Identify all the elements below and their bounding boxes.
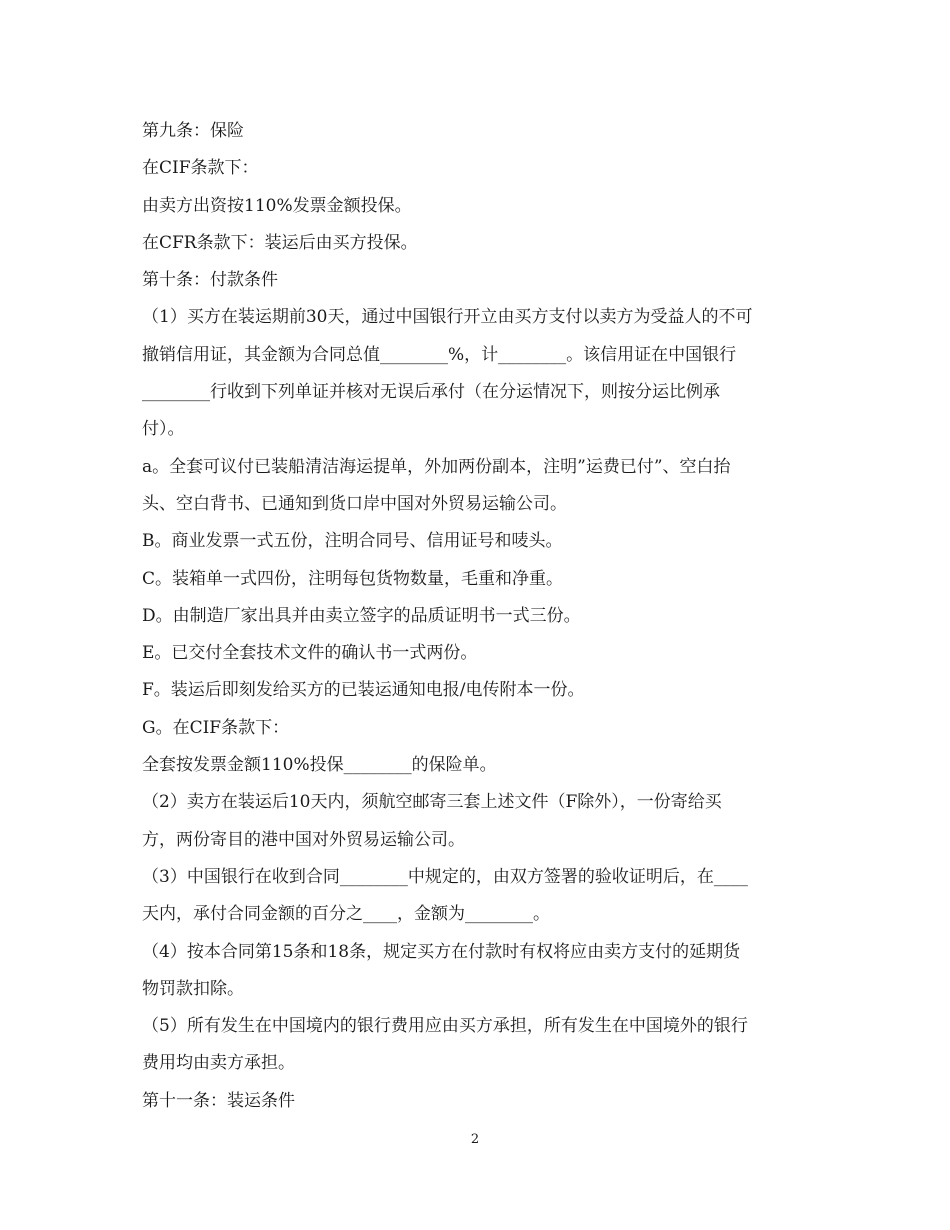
text-line: D。由制造厂家出具并由卖立签字的品质证明书一式三份。 [142,605,581,626]
text-line: a。全套可议付已装船清洁海运提单，外加两份副本，注明”运费已付”、空白抬 [142,456,731,477]
text-line: （2）卖方在装运后10天内，须航空邮寄三套上述文件（F除外），一份寄给买 [142,792,722,813]
text-line: 物罚款扣除。 [142,978,244,999]
text-line: 天内，承付合同金额的百分之____，金额为________。 [142,904,550,925]
text-line: 费用均由卖方承担。 [142,1053,295,1074]
text-line: 在CFR条款下：装运后由买方投保。 [142,232,418,253]
text-line: （3）中国银行在收到合同________中规定的，由双方签署的验收证明后，在____ [142,866,748,887]
clause-heading-payment: 第十条：付款条件 [142,270,278,291]
text-line: ________行收到下列单证并核对无误后承付（在分运情况下，则按分运比例承 [142,382,720,403]
text-line: 撤销信用证，其金额为合同总值________%，计________。该信用证在中国银行 [142,344,737,365]
clause-heading-shipment: 第十一条：装运条件 [142,1090,295,1111]
text-line: F。装运后即刻发给买方的已装运通知电报/电传附本一份。 [142,680,585,701]
text-line: G。在CIF条款下： [142,717,290,738]
text-line: 由卖方出资按110%发票金额投保。 [142,195,412,216]
text-line: 付）。 [142,419,185,440]
text-line: 头、空白背书、已通知到货口岸中国对外贸易运输公司。 [142,493,567,514]
text-line: （1）买方在装运期前30天，通过中国银行开立由买方支付以卖方为受益人的不可 [142,307,753,328]
text-line: C。装箱单一式四份，注明每包货物数量，毛重和净重。 [142,568,564,589]
text-line: E。已交付全套技术文件的确认书一式两份。 [142,643,478,664]
clause-heading-insurance: 第九条：保险 [142,121,244,141]
text-line: 全套按发票金额110%投保________的保险单。 [142,755,497,776]
document-body [142,113,822,1120]
text-line: 方，两份寄目的港中国对外贸易运输公司。 [142,829,465,850]
text-line: 在CIF条款下： [142,158,259,179]
page-number: 2 [470,1132,480,1147]
text-line: （4）按本合同第15条和18条，规定买方在付款时有权将应由卖方支付的延期货 [142,941,741,962]
text-line: B。商业发票一式五份，注明合同号、信用证号和唛头。 [142,531,563,552]
text-line: （5）所有发生在中国境内的银行费用应由买方承担，所有发生在中国境外的银行 [142,1016,748,1037]
